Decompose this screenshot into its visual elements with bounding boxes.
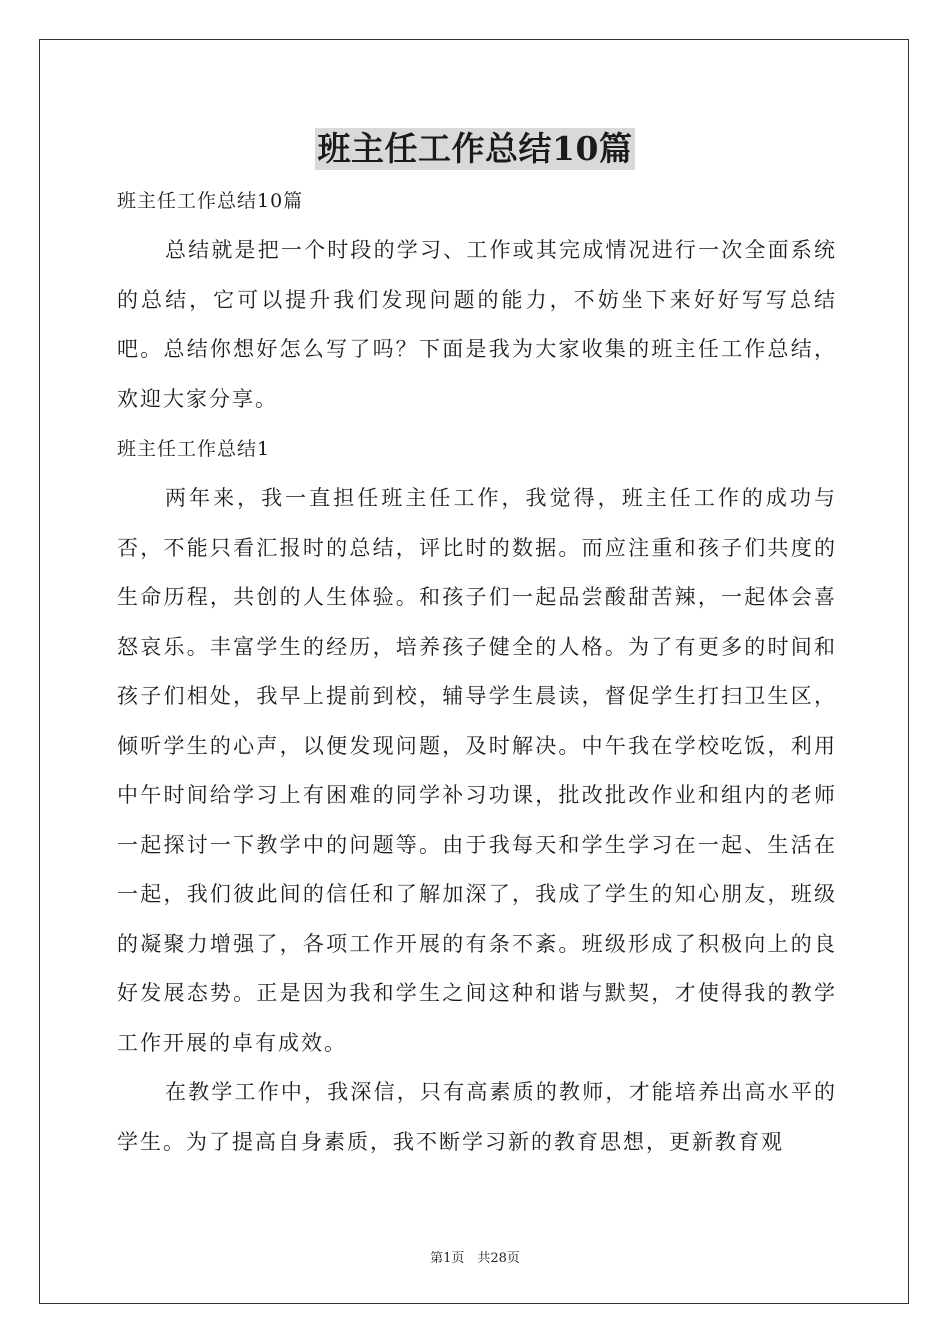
section-paragraph-1: 两年来，我一直担任班主任工作，我觉得，班主任工作的成功与否，不能只看汇报时的总结，评比时的数据。而应注重和孩子们共度的生命历程，共创的人生体验。和孩子们一起品尝酸甜苦辣，一起体会喜怒哀乐。丰富学生的经历，培养孩子健全的人格。为了有更多的时间和孩子们相处，我早上提前到校，辅导学生晨读，督促学生打扫卫生区，倾听学生的心声，以便发现问题，及时解决。中午我在学校吃饭，利用中午时间给学习上有困难的同学补习功课，批改批改作业和组内的老师一起探讨一下教学中的问题等。由于我每天和学生学习在一起、生活在一起，我们彼此间的信任和了解加深了，我成了学生的知心朋友，班级的凝聚力增强了，各项工作开展的有条不紊。班级形成了积极向上的良好发展态势。正是因为我和学生之间这种和谐与默契，才使得我的教学工作开展的卓有成效。	[117, 486, 837, 1055]
section-paragraph-2: 在教学工作中，我深信，只有高素质的教师，才能培养出高水平的学生。为了提高自身素质，我不断学习新的教育思想，更新教育观	[117, 1080, 837, 1154]
title-container	[0, 128, 950, 170]
intro-paragraph: 总结就是把一个时段的学习、工作或其完成情况进行一次全面系统的总结，它可以提升我们发现问题的能力，不妨坐下来好好写写总结吧。总结你想好怎么写了吗？下面是我为大家收集的班主任工作总结，欢迎大家分享。	[117, 238, 837, 411]
document-title: 班主任工作总结10篇	[315, 128, 636, 170]
document-body	[117, 176, 837, 1167]
page-footer: 第1页 共28页	[430, 1251, 520, 1266]
document-subtitle: 班主任工作总结10篇	[117, 190, 304, 212]
section-heading: 班主任工作总结1	[117, 438, 271, 460]
